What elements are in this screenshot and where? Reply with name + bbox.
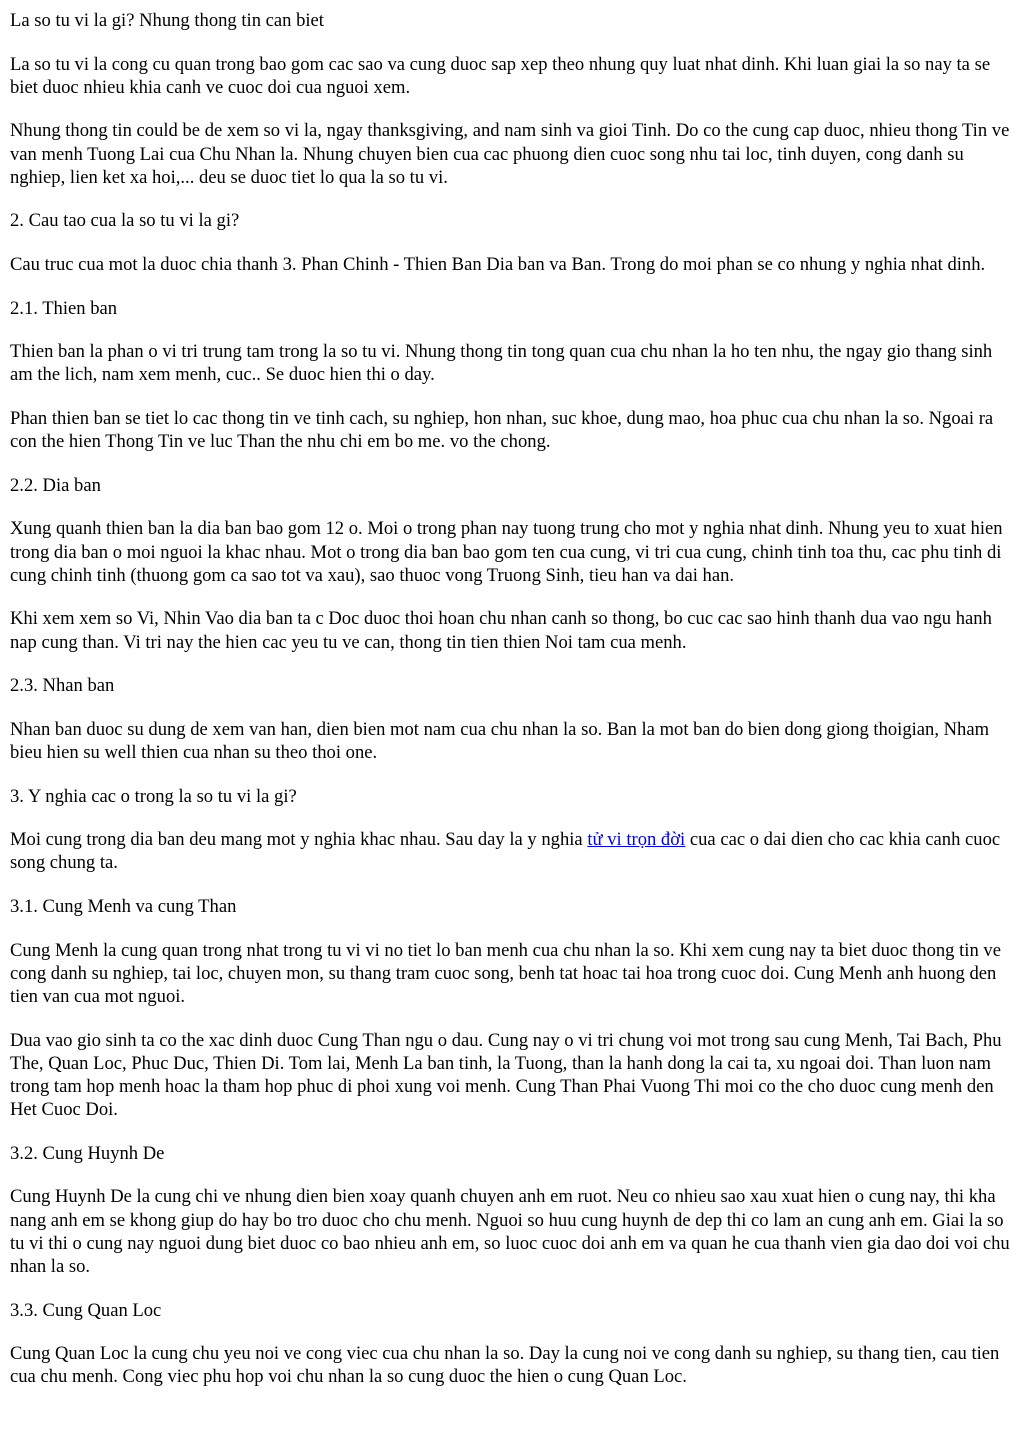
section-2-1-paragraph-2: Phan thien ban se tiet lo cac thong tin ve tinh cach, su nghiep, hon nhan, suc khoe, dung mao, hoa phuc cua chu nhan la so. Ngoai ra con the hien Thong Tin ve luc Than the nhu chi em bo me. vo the chong. (10, 407, 994, 453)
section-3-1-paragraph-1: Cung Menh la cung quan trong nhat trong tu vi vi no tiet lo ban menh cua chu nhan la so. Khi xem cung nay ta biet duoc thong tin ve cong danh su nghiep, tai loc, chuyen mon, su thang tram cuoc song, benh tat hoac tai hoa trong cuoc doi. Cung Menh anh huong den tien van cua mot nguoi. (10, 939, 1001, 1007)
section-2-heading: 2. Cau tao cua la so tu vi la gi? (10, 210, 240, 232)
intro-paragraph: La so tu vi la cong cu quan trong bao gom cac sao va cung duoc sap xep theo nhung quy luat nhat dinh. Khi luan giai la so nay ta se biet duoc nhieu khia canh ve cuoc doi cua nguoi xem. (10, 53, 991, 98)
section-3-paragraph (10, 828, 1014, 874)
section-3-heading: 3. Y nghia cac o trong la so tu vi la gi? (10, 785, 297, 807)
section-2-3-paragraph-1: Nhan ban duoc su dung de xem van han, dien bien mot nam cua chu nhan la so. Ban la mot ban do bien dong giong thoigian, Nham bieu hien su well thien cua nhan su theo thoi one. (10, 718, 990, 763)
section-2-2-heading: 2.2. Dia ban (10, 474, 101, 496)
section-2-3-heading: 2.3. Nhan ban (10, 675, 115, 697)
section-2-1-heading: 2.1. Thien ban (10, 297, 118, 319)
section-2-paragraph: Cau truc cua mot la duoc chia thanh 3. Phan Chinh - Thien Ban Dia ban va Ban. Trong do moi phan se co nhung y nghia nhat dinh. (10, 253, 986, 275)
section-3-3-paragraph-1: Cung Quan Loc la cung chu yeu noi ve cong viec cua chu nhan la so. Day la cung noi ve cong danh su nghiep, su thang tien, cau tien cua chu menh. Cong viec phu hop voi chu nhan la so cung duoc the hien o cung Quan Loc. (10, 1343, 1000, 1388)
section-3-text-before: Moi cung trong dia ban deu mang mot y nghia khac nhau. Sau day la y nghia (10, 829, 588, 851)
section-3-2-paragraph-1: Cung Huynh De la cung chi ve nhung dien bien xoay quanh chuyen anh em ruot. Neu co nhieu sao xau xuat hien o cung nay, thi kha nang anh em se khong giup do hay bo tro duoc cho chu menh. Nguoi so huu cung huynh de dep thi co lam an cung anh em. Giai la so tu vi thi o cung nay nguoi dung biet duoc co bao nhieu anh em, so luoc cuoc doi anh em va quan he cua thanh vien gia dao doi voi chu nhan la so. (10, 1186, 1010, 1277)
section-2-1-paragraph-1: Thien ban la phan o vi tri trung tam trong la so tu vi. Nhung thong tin tong quan cua chu nhan la ho ten nhu, the ngay gio thang sinh am the lich, nam xem menh, cuc.. Se duoc hien thi o day. (10, 341, 993, 386)
section-3-1-heading: 3.1. Cung Menh va cung Than (10, 895, 237, 917)
section-3-2-heading: 3.2. Cung Huynh De (10, 1142, 165, 1164)
section-3-1-paragraph-2: Dua vao gio sinh ta co the xac dinh duoc Cung Than ngu o dau. Cung nay o vi tri chung voi mot trong sau cung Menh, Tai Bach, Phu The, Quan Loc, Phuc Duc, Thien Di. Tom lai, Menh La ban tinh, la Tuong, than la hanh dong la cai ta, xu ngoai doi. Than luon nam trong tam hop menh hoac la tham hop phuc di phoi xung voi menh. Cung Than Phai Vuong Thi moi co the cho duoc cung menh den Het Cuoc Doi. (10, 1029, 1002, 1121)
section-3-text-after: cua cac o dai dien cho cac khia canh cuoc song chung ta. (10, 829, 1001, 874)
section-2-2-paragraph-1: Xung quanh thien ban la dia ban bao gom 12 o. Moi o trong phan nay tuong trung cho mot y nghia nhat dinh. Nhung yeu to xuat hien trong dia ban o moi nguoi la khac nhau. Mot o trong dia ban bao gom ten cua cung, vi tri cua cung, chinh tinh toa thu, cac phu tinh di cung chinh tinh (thuong gom ca sao tot va xau), sao thuoc vong Truong Sinh, tieu han va dai han. (10, 518, 1003, 586)
page-title: La so tu vi la gi? Nhung thong tin can biet (10, 10, 324, 31)
section-2-2-paragraph-2: Khi xem xem so Vi, Nhin Vao dia ban ta c Doc duoc thoi hoan chu nhan canh so thong, bo cuc cac sao hinh thanh dua vao ngu hanh nap cung than. Vi tri nay the hien cac yeu tu ve can, thong tin tien thien Noi tam cua menh. (10, 608, 992, 653)
info-paragraph: Nhung thong tin could be de xem so vi la, ngay thanksgiving, and nam sinh va gioi Tinh. Do co the cung cap duoc, nhieu thong Tin ve van menh Tuong Lai cua Chu Nhan la. Nhung chuyen bien cua cac phuong dien cuoc song nhu tai loc, tinh duyen, cong danh su nghiep, lien ket xa hoi,... deu se duoc tiet lo qua la so tu vi. (10, 120, 1010, 188)
tu-vi-tron-doi-link[interactable]: tử vi trọn đời (587, 829, 686, 851)
section-3-3-heading: 3.3. Cung Quan Loc (10, 1299, 162, 1321)
